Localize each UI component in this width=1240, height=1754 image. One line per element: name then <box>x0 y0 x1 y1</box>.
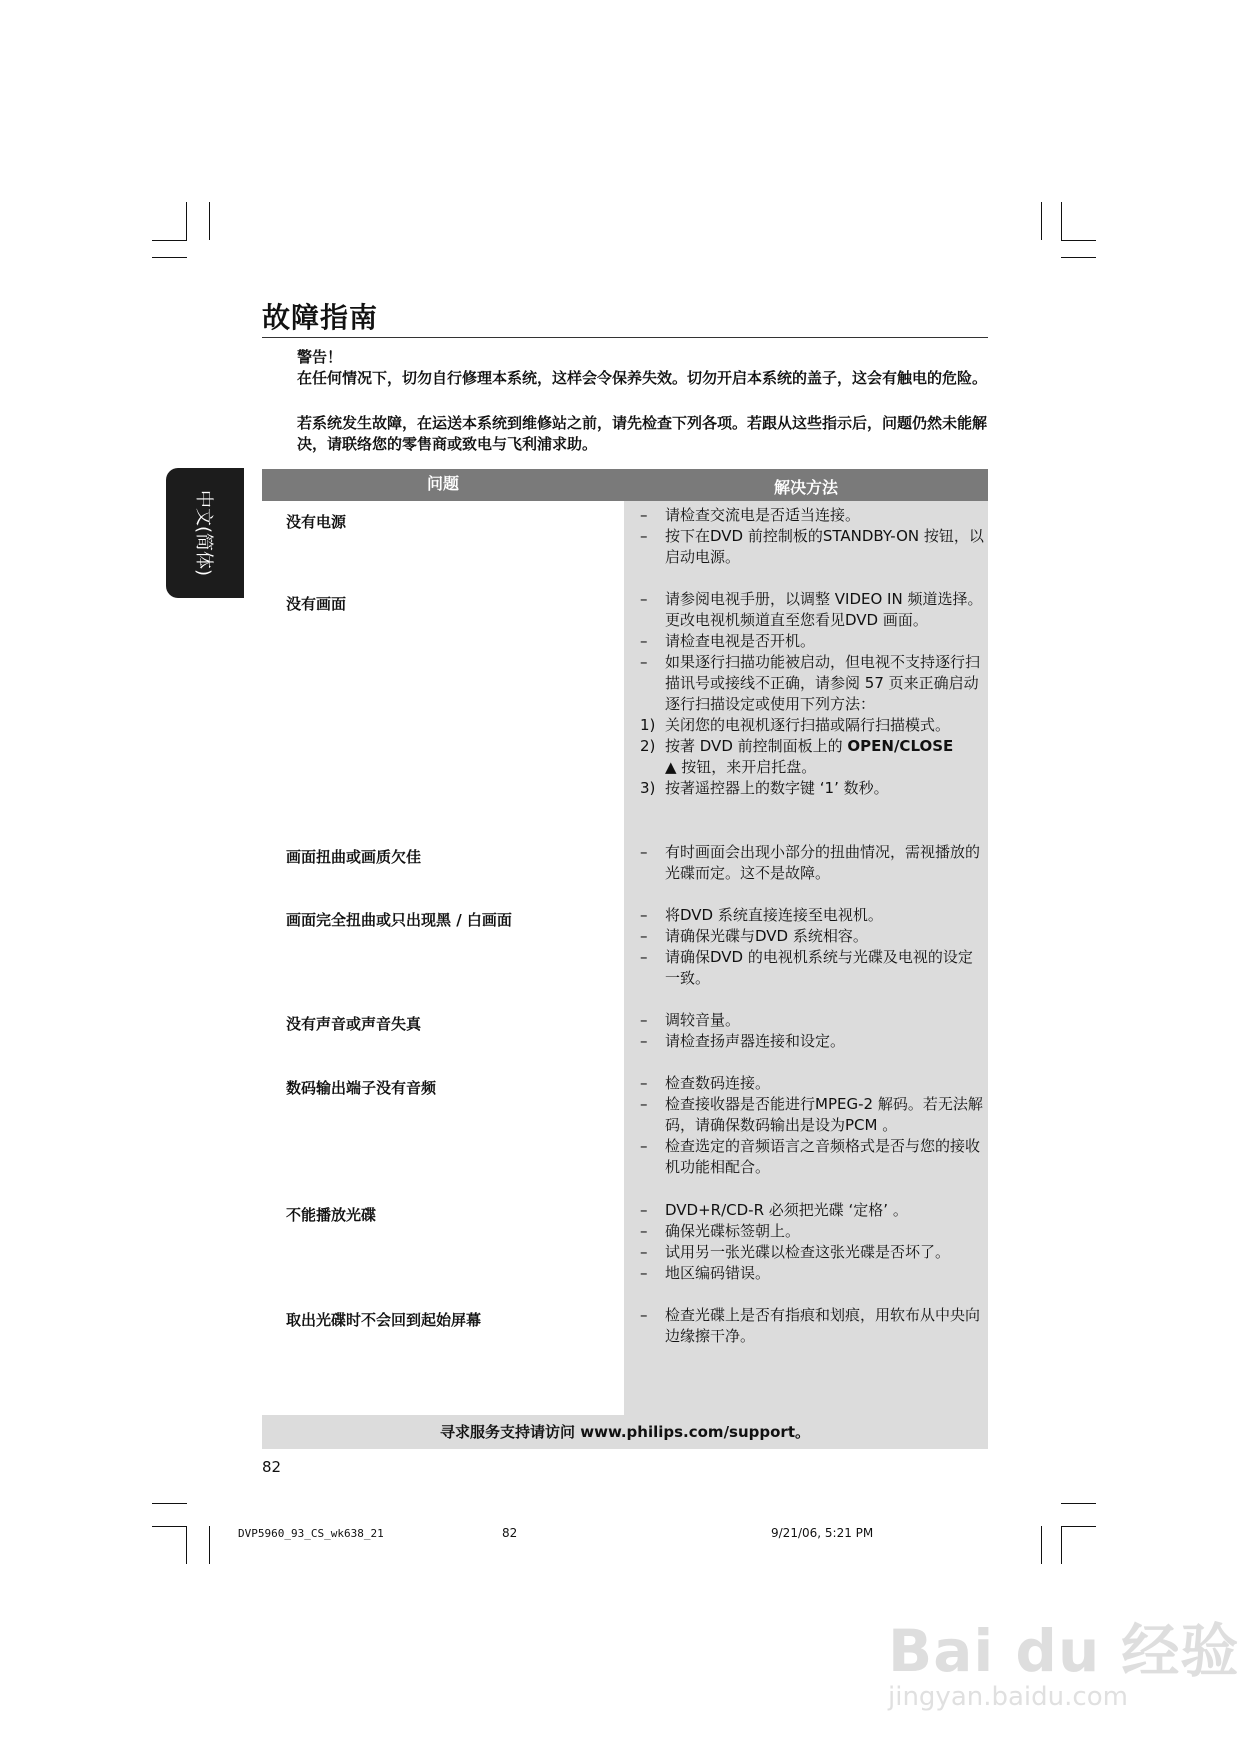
crop-mark <box>186 1526 187 1564</box>
solution-list <box>640 905 985 989</box>
warning-body: 在任何情况下，切勿自行修理本系统，这样会令保养失效。切勿开启本系统的盖子，这会有触电的危险。 <box>297 369 988 387</box>
solution-item: – 请确保DVD 的电视机系统与光碟及电视的设定一致。 <box>640 948 973 987</box>
problem-label: 画面扭曲或画质欠佳 <box>286 848 422 866</box>
crop-mark <box>1061 1526 1062 1564</box>
print-slug-timestamp: 9/21/06, 5:21 PM <box>771 1526 874 1540</box>
print-slug-file: DVP5960_93_CS_wk638_21 <box>238 1527 384 1540</box>
solution-item: – 请检查交流电是否适当连接。 <box>640 506 861 524</box>
solution-list <box>640 1200 985 1284</box>
solution-list <box>640 1010 985 1052</box>
solution-item: – DVD+R/CD-R 必须把光碟 ‘定格’ 。 <box>640 1201 908 1219</box>
crop-mark <box>1061 240 1096 241</box>
warning-advice: 若系统发生故障，在运送本系统到维修站之前，请先检查下列各项。若跟从这些指示后，问题仍然未能解决，请联络您的零售商或致电与飞利浦求助。 <box>297 414 988 453</box>
crop-mark <box>152 257 187 258</box>
crop-mark <box>1061 1526 1096 1527</box>
table-header-problem: 问题 <box>426 474 459 493</box>
crop-mark <box>1041 202 1042 240</box>
solution-list <box>640 1305 985 1347</box>
page-title: 故障指南 <box>262 301 379 334</box>
solution-list <box>640 842 985 884</box>
title-divider <box>262 337 988 338</box>
solution-item: – 检查接收器是否能进行MPEG-2 解码。若无法解码，请确保数码输出是设为PCM 。 <box>640 1095 983 1134</box>
solution-list <box>640 505 985 568</box>
problem-label: 不能播放光碟 <box>286 1206 377 1224</box>
solution-item: 1) 关闭您的电视机逐行扫描或隔行扫描模式。 <box>640 716 951 734</box>
page-number: 82 <box>262 1458 282 1476</box>
crop-mark <box>152 1526 187 1527</box>
problem-label: 数码输出端子没有音频 <box>286 1079 437 1097</box>
solution-item: 3) 按著遥控器上的数字键 ‘1’ 数秒。 <box>640 779 889 797</box>
support-footer: 寻求服务支持请访问 www.philips.com/support。 <box>440 1423 810 1441</box>
solution-list <box>640 589 985 799</box>
crop-mark <box>1041 1526 1042 1564</box>
language-tab-label: 中文(简体) <box>193 489 214 577</box>
crop-mark <box>152 240 187 241</box>
watermark-logo: Bai du 经验 <box>888 1617 1240 1685</box>
solution-item: – 检查选定的音频语言之音频格式是否与您的接收机功能相配合。 <box>640 1137 981 1176</box>
crop-mark <box>209 1526 210 1564</box>
solution-item: – 地区编码错误。 <box>640 1264 771 1282</box>
problem-label: 没有电源 <box>286 513 347 531</box>
warning-heading: 警告！ <box>297 348 343 366</box>
print-slug-page: 82 <box>502 1526 518 1540</box>
crop-mark <box>152 1503 187 1504</box>
solution-item: – 检查光碟上是否有指痕和划痕，用软布从中央向边缘擦干净。 <box>640 1306 981 1345</box>
solution-item: – 调较音量。 <box>640 1011 741 1029</box>
crop-mark <box>186 202 187 240</box>
crop-mark <box>1061 257 1096 258</box>
solution-item: 2) 按著 DVD 前控制面板上的 OPEN/CLOSE ▲ 按钮，来开启托盘。 <box>640 737 954 776</box>
solution-item: – 有时画面会出现小部分的扭曲情况，需视播放的光碟而定。这不是故障。 <box>640 843 981 882</box>
problem-label: 没有声音或声音失真 <box>286 1015 422 1033</box>
crop-mark <box>209 202 210 240</box>
solution-item: – 检查数码连接。 <box>640 1074 771 1092</box>
crop-mark <box>1061 202 1062 240</box>
table-header-solution: 解决方法 <box>773 478 838 497</box>
solution-item: – 确保光碟标签朝上。 <box>640 1222 801 1240</box>
problem-label: 没有画面 <box>286 595 347 613</box>
solution-item: – 请检查电视是否开机。 <box>640 632 816 650</box>
solution-list <box>640 1073 985 1178</box>
watermark-url: jingyan.baidu.com <box>888 1682 1128 1712</box>
solution-item: – 试用另一张光碟以检查这张光碟是否坏了。 <box>640 1243 951 1261</box>
language-tab <box>166 468 244 598</box>
problem-label: 画面完全扭曲或只出现黑 / 白画面 <box>286 911 512 929</box>
solution-item: – 如果逐行扫描功能被启动，但电视不支持逐行扫描讯号或接线不正确，请参阅 57 页来正确启动逐行扫描设定或使用下列方法： <box>640 653 981 713</box>
solution-item: – 请确保光碟与DVD 系统相容。 <box>640 927 868 945</box>
problem-label: 取出光碟时不会回到起始屏幕 <box>286 1311 482 1329</box>
solution-item: – 请检查扬声器连接和设定。 <box>640 1032 846 1050</box>
crop-mark <box>1061 1503 1096 1504</box>
solution-item: – 按下在DVD 前控制板的STANDBY-ON 按钮，以启动电源。 <box>640 527 984 566</box>
solution-item: – 将DVD 系统直接连接至电视机。 <box>640 906 883 924</box>
solution-item: – 请参阅电视手册，以调整 VIDEO IN 频道选择。更改电视机频道直至您看见DVD 画面。 <box>640 590 983 629</box>
